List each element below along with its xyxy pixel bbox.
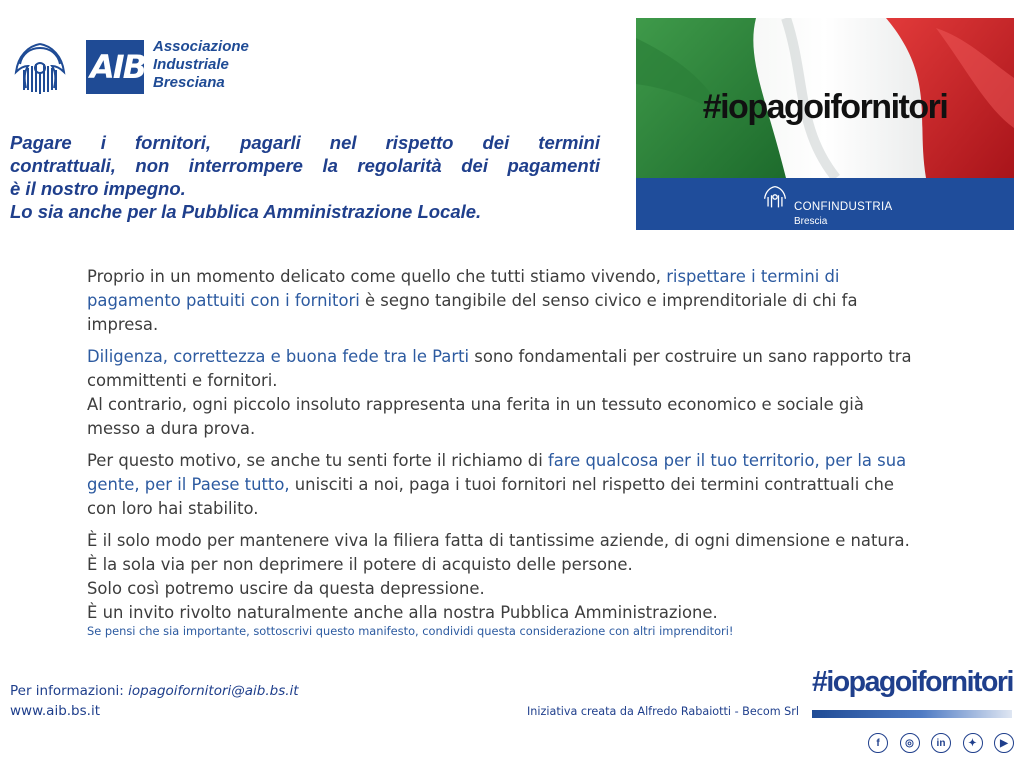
contact-label: Per informazioni: [10,683,129,699]
paragraph [87,345,915,441]
aib-name-line: Industriale [153,56,229,73]
website-link[interactable]: www.aib.bs.it [10,703,100,719]
paragraph [87,265,915,337]
aib-acronym: AIB [90,48,146,86]
call-to-action-note: Se pensi che sia importante, sottoscrivi questo manifesto, condividi questa considerazione con altri imprenditori! [87,624,734,638]
confindustria-eagle-icon [10,38,70,98]
twitter-icon[interactable]: ✦ [963,733,983,753]
hashtag-underline [812,710,1012,718]
text-run: è segno tangibile del senso civico e imprenditoriale di chi fa impresa. [87,291,858,334]
aib-logo [10,38,270,100]
banner-hashtag: #iopagoifornitori [702,88,948,126]
text-run: Per questo motivo, se anche tu senti forte il richiamo di [87,451,548,470]
contact-line [10,681,299,701]
text-run: Al contrario, ogni piccolo insoluto rappresenta una ferita in un tessuto economico e sociale già messo a dura prova. [87,395,864,438]
highlight-text: rispettare i termini di pagamento pattuiti con i fornitori [87,267,840,310]
headline-line: contrattuali, non interrompere la regolarità dei pagamenti [10,155,600,176]
email-link[interactable]: iopagoifornitori@aib.bs.it [128,683,299,699]
aib-name-line: Bresciana [153,74,225,91]
campaign-banner [636,18,1014,230]
aib-acronym-box [86,40,144,94]
credit-text: Iniziativa creata da Alfredo Rabaiotti - Becom Srl [527,705,799,718]
headline-line: Pagare i fornitori, pagarli nel rispetto dei termini [10,132,600,153]
text-line: Solo così potremo uscire da questa depressione. [87,579,485,598]
highlight-text: fare qualcosa per il tuo territorio, per la sua gente, per il Paese tutto, [87,451,907,494]
headline-line: Lo sia anche per la Pubblica Amministrazione Locale. [10,201,482,222]
aib-full-name [153,38,249,92]
social-links [868,733,1014,755]
footer-hashtag: #iopagoifornitori [812,666,1013,698]
youtube-icon[interactable]: ▶ [994,733,1014,753]
paragraph [87,449,915,521]
manifesto-body [87,265,915,633]
paragraph [87,529,915,625]
text-run: Proprio in un momento delicato come quello che tutti stiamo vivendo, [87,267,667,286]
linkedin-icon[interactable]: in [931,733,951,753]
text-line: È la sola via per non deprimere il potere di acquisto delle persone. [87,555,633,574]
headline-line: è il nostro impegno. [10,178,186,199]
banner-city: Brescia [794,216,828,227]
text-run: sono fondamentali per costruire un sano rapporto tra committenti e fornitori. [87,347,912,390]
headline [10,131,600,223]
text-line: È il solo modo per mantenere viva la filiera fatta di tantissime aziende, di ogni dimensione e natura. [87,531,910,550]
text-line: È un invito rivolto naturalmente anche alla nostra Pubblica Amministrazione. [87,603,718,622]
confindustria-small-eagle-icon [762,184,788,210]
facebook-icon[interactable]: f [868,733,888,753]
banner-org: CONFINDUSTRIA [794,201,893,213]
aib-name-line: Associazione [153,38,249,55]
text-run: unisciti a noi, paga i tuoi fornitori nel rispetto dei termini contrattuali che con loro hai stabilito. [87,475,894,518]
contact-info [10,681,299,721]
highlight-text: Diligenza, correttezza e buona fede tra le Parti [87,347,470,366]
instagram-icon[interactable]: ◎ [900,733,920,753]
